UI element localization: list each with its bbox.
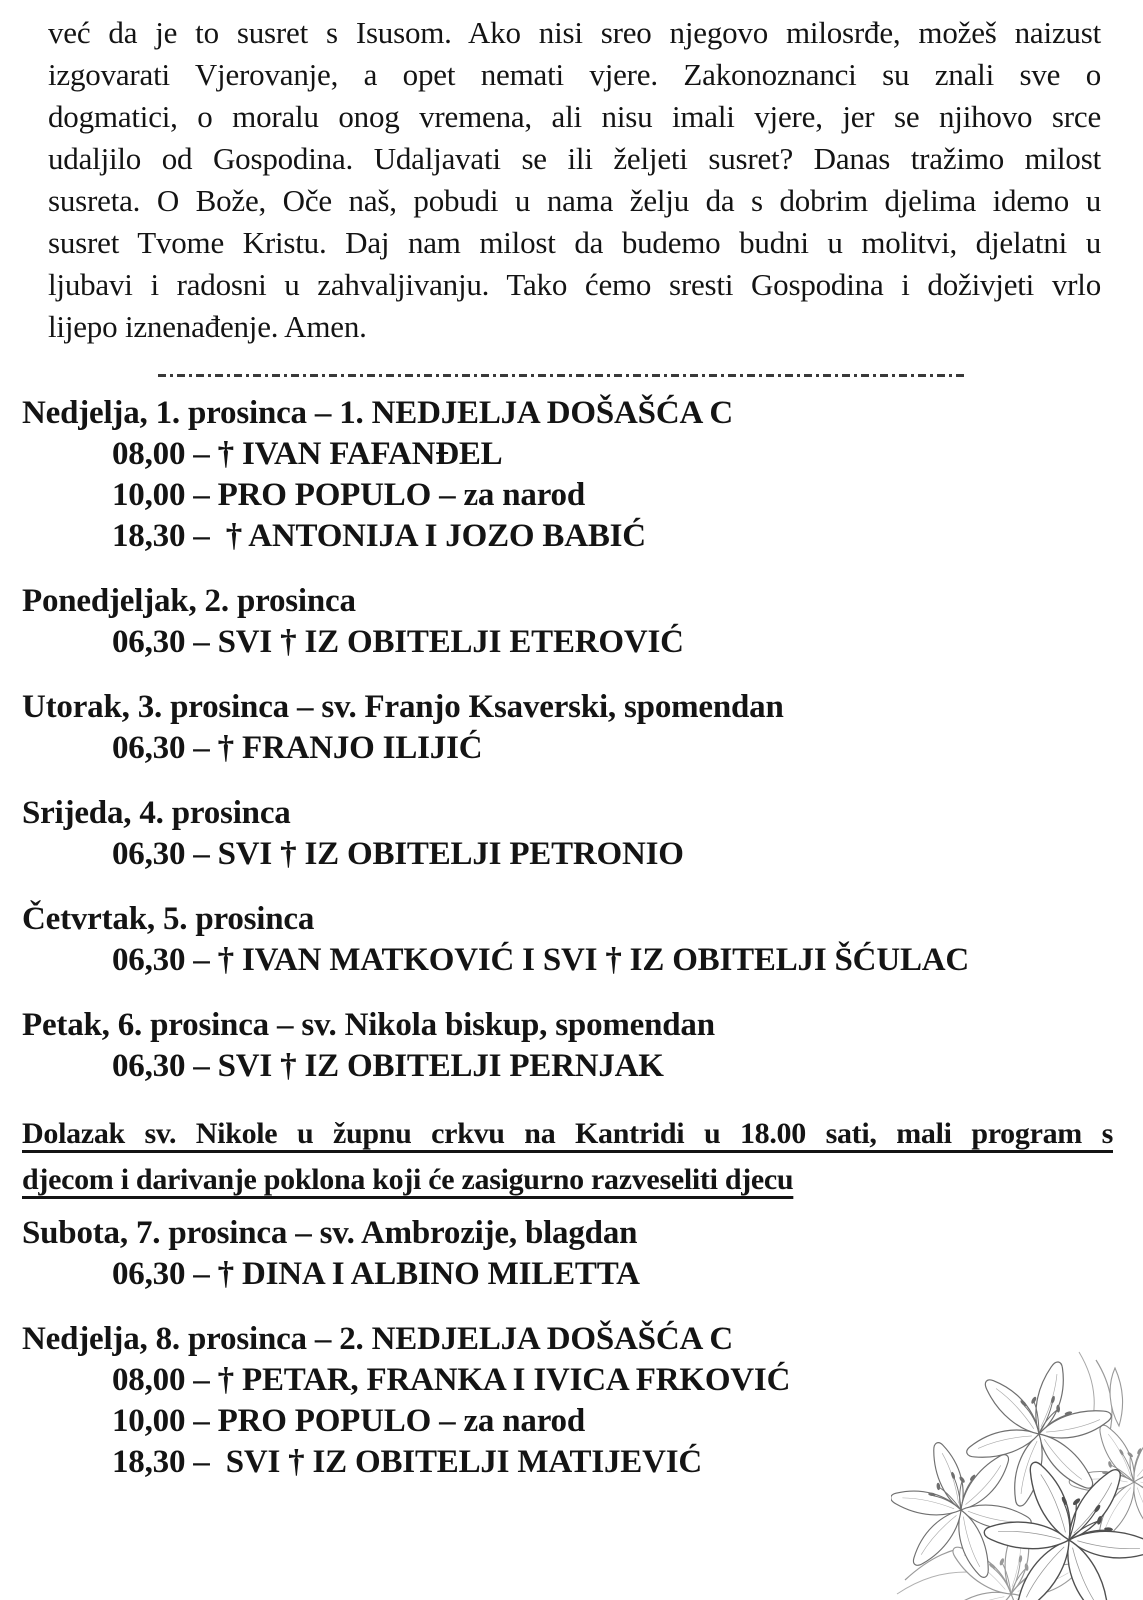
paragraph-line: već da je to susret s Isusom. Ako nisi sreo njegovo milosrđe, možeš naizust: [48, 15, 1101, 50]
paragraph-line: udaljilo od Gospodina. Udaljavati se ili željeti susret? Danas tražimo milost: [48, 141, 1101, 176]
paragraph-line: dogmatici, o moralu onog vremena, ali nisu imali vjere, jer se njihovo srce: [48, 99, 1101, 134]
paragraph-line: susret Tvome Kristu. Daj nam milost da budemo budni u molitvi, djelatni u: [48, 225, 1101, 260]
mass-entry: 06,30 – SVI † IZ OBITELJI PETRONIO: [112, 836, 684, 872]
day-block: [22, 581, 1113, 663]
day-block: [22, 393, 1113, 557]
section-divider: [158, 374, 966, 377]
paragraph-line: ljubavi i radosni u zahvaljivanju. Tako ćemo sresti Gospodina i doživjeti vrlo: [48, 267, 1101, 302]
intro-paragraph: [0, 0, 1143, 348]
paragraph-line: izgovarati Vjerovanje, a opet nemati vjere. Zakonoznanci su znali sve o: [48, 57, 1101, 92]
day-header: Nedjelja, 8. prosinca – 2. NEDJELJA DOŠAŠĆA C: [22, 1321, 733, 1357]
day-header: Ponedjeljak, 2. prosinca: [22, 583, 356, 619]
paragraph-line: lijepo iznenađenje. Amen.: [48, 309, 367, 344]
mass-entry: 10,00 – PRO POPULO – za narod: [112, 1403, 586, 1439]
paragraph-line: susreta. O Bože, Oče naš, pobudi u nama želju da s dobrim djelima idemo u: [48, 183, 1101, 218]
day-block: [22, 793, 1113, 875]
day-block: [22, 899, 1113, 981]
day-header: Subota, 7. prosinca – sv. Ambrozije, blagdan: [22, 1215, 638, 1251]
mass-entry: 18,30 – SVI † IZ OBITELJI MATIJEVIĆ: [112, 1444, 702, 1480]
mass-entry: 06,30 – SVI † IZ OBITELJI PERNJAK: [112, 1048, 664, 1084]
day-block: [22, 687, 1113, 769]
day-header: Nedjelja, 1. prosinca – 1. NEDJELJA DOŠAŠĆA C: [22, 395, 733, 431]
announcement-line: Dolazak sv. Nikole u župnu crkvu na Kantridi u 18.00 sati, mali program s: [22, 1117, 1113, 1150]
announcement-line: djecom i darivanje poklona koji će zasigurno razveseliti djecu: [22, 1163, 794, 1196]
day-block: [22, 1005, 1113, 1087]
lily-flowers-illustration: [891, 1342, 1143, 1600]
mass-entry: 18,30 – † ANTONIJA I JOZO BABIĆ: [112, 518, 646, 554]
day-block: [22, 1213, 1113, 1295]
mass-entry: 08,00 – † PETAR, FRANKA I IVICA FRKOVIĆ: [112, 1362, 791, 1398]
day-header: Petak, 6. prosinca – sv. Nikola biskup, spomendan: [22, 1007, 715, 1043]
mass-entry: 08,00 – † IVAN FAFANĐEL: [112, 436, 503, 472]
mass-entry: 06,30 – SVI † IZ OBITELJI ETEROVIĆ: [112, 624, 684, 660]
mass-entry: 06,30 – † IVAN MATKOVIĆ I SVI † IZ OBITELJI ŠĆULAC: [112, 942, 970, 978]
mass-entry: 10,00 – PRO POPULO – za narod: [112, 477, 586, 513]
day-header: Četvrtak, 5. prosinca: [22, 901, 315, 937]
mass-entry: 06,30 – † DINA I ALBINO MILETTA: [112, 1256, 640, 1292]
day-header: Utorak, 3. prosinca – sv. Franjo Ksaverski, spomendan: [22, 689, 784, 725]
mass-schedule: [0, 393, 1143, 1483]
st-nicholas-announcement: [22, 1111, 1113, 1203]
day-header: Srijeda, 4. prosinca: [22, 795, 291, 831]
mass-entry: 06,30 – † FRANJO ILIJIĆ: [112, 730, 483, 766]
